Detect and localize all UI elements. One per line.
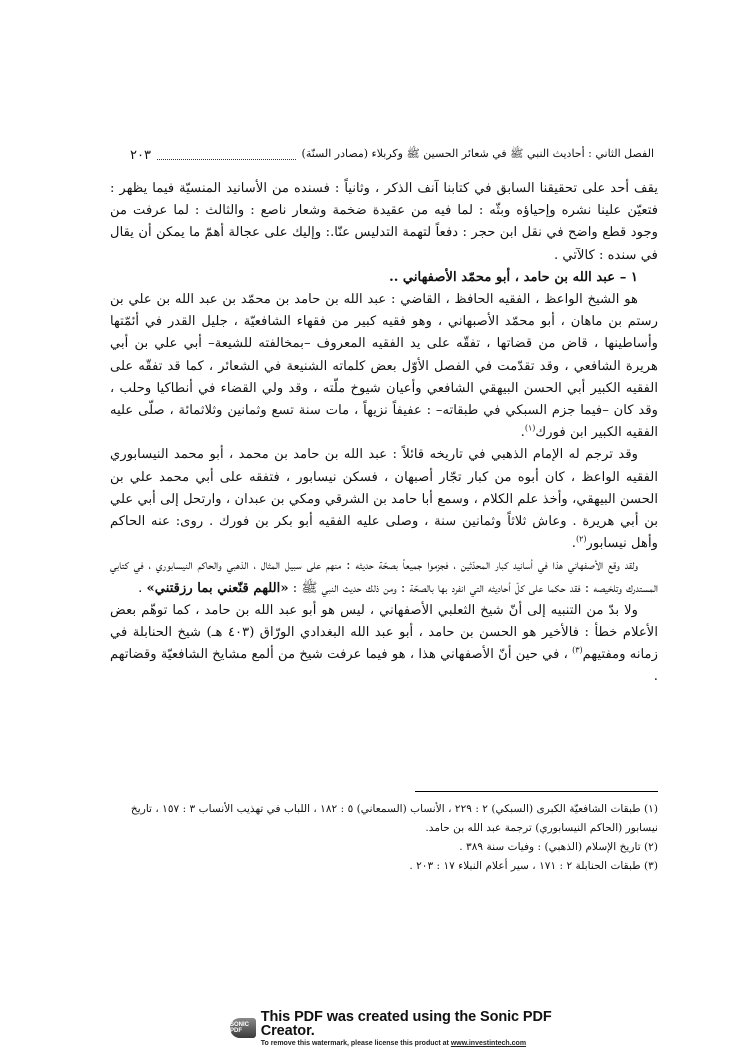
watermark-line-2-text: To remove this watermark, please license this product at <box>260 1039 451 1047</box>
footnote-3: (٣) طبقات الحنابلة ٢ : ١٧١ ، سير أعلام النبلاء ١٧ : ٢٠٣ . <box>409 860 658 872</box>
footnote-ref-2[interactable]: (٢) <box>576 534 587 544</box>
chapter-title: الفصل الثاني : أحاديث النبي ﷺ في شعائر الحسين ﷺ وكربلاء (مصادر السنّة) <box>301 147 654 160</box>
pdf-watermark <box>230 1008 560 1047</box>
footnote-ref-1[interactable]: (١) <box>524 423 536 433</box>
footnotes <box>110 800 658 876</box>
paragraph-text: هو الشيخ الواعظ ، الفقيه الحافظ ، القاضي : عبد الله بن حامد بن محمّد بن عبد الله بن علي بن رستم بن ماهان ، أبو محمّد الأصبهاني ، وهو فقيه كبير من فقهاء الشافعيّة ، جليل القدر في أئمّتها وأساطينها ، قاض من قضاتها ، تفقّه على يد الفقيه المعروف –بمخالفته للشيعة– أبي علي بن أبي هريرة الشافعي ، وقد تقدّمت في الفصل الأوّل بعض كلماته الشنيعة في الشعائر ، كما قد تفقّه على الفقيه الكبير أبي الحسن البيهقي الشافعي وأعيان شيوخ ملّته ، وقد ولي القضاء في أنطاكيا وحلب ، وقد كان –فيما جزم السبكي في طبقاته– : عفيفاً نزيهاً ، مات سنة تسع وثمانين وثلاثمائة ، صلّى عليه الفقيه الكبير ابن فورك <box>110 292 658 441</box>
section-heading: ١ – عبد الله بن حامد ، أبو محمّد الأصفهاني .. <box>389 269 638 285</box>
paragraph-dhahabi <box>110 444 658 555</box>
paragraph-text-rest: ، في حين أنّ الأصفهاني هذا ، هو فيما عرفت شيخ من ألمع مشايخ الشافعيّة وقضاتهم . <box>110 647 658 685</box>
footnote-separator <box>415 791 658 792</box>
hadith-quote: «اللهم قنّعني بما رزقتني» <box>146 580 289 596</box>
watermark-line-1: This PDF was created using the Sonic PDF Creator. <box>260 1008 552 1039</box>
paragraph-end: . <box>138 580 147 596</box>
header-leader-dots <box>157 151 296 160</box>
paragraph-biography <box>110 289 658 444</box>
paragraph-end: . <box>520 425 525 441</box>
paragraph-text: ولا بدّ من التنبيه إلى أنّ شيخ الثعلبي الأصفهاني ، ليس هو أبو عبد الله بن حامد ، كما توهّم بعض الأعلام خطأ : فالأخير هو الحسن بن حامد ، أبو عبد الله البغدادي الورّاق (٤٠٣ هـ) شيخ الحنابلة في زمانه ومفتيهم <box>110 602 658 663</box>
watermark-text <box>261 1010 560 1047</box>
running-header <box>130 146 654 164</box>
footnote-ref-3[interactable]: (٣) <box>572 645 583 655</box>
body-text <box>110 178 658 689</box>
watermark-line-2 <box>261 1040 560 1047</box>
paragraph-isnad <box>110 555 658 599</box>
paragraph-text: وقد ترجم له الإمام الذهبي في تاريخه قائلاً : عبد الله بن حامد بن محمد ، أبو محمد النيسابوري الفقيه الواعظ ، كان أبوه من كبار تجّار أصبهان ، فسكن نيسابور ، فتفقه على أبي محمد علي بن الحسن البيهقي، وأخذ علم الكلام ، وسمع أبا حامد بن الشرقي ومكي بن عبدان ، وارتحل إلى أبي علي بن أبي هريرة . وعاش ثلاثاً وثمانين سنة ، وصلى عليه الفقيه أبو بكر بن فورك . روى: عنه الحاكم وأهل نيسابور <box>110 447 658 552</box>
paragraph-text: ولقد وقع الأصفهاني هذا في أسانيد كبار المحدّثين ، فجزموا جميعاً بصحّة حديثه : منهم على سبيل المثال ، الذهبي والحاكم النيسابوري ، في كتابي المستدرك وتلخيصه : فقد حكما على كلّ أحاديثه التي انفرد بها بالصحّة : ومن ذلك حديث النبي ﷺ : <box>110 558 658 596</box>
paragraph-note <box>110 600 658 689</box>
paragraph-continued: يقف أحد على تحقيقنا السابق في كتابنا آنف الذكر ، وثانياً : فسنده من الأسانيد المنسيّة فيما يظهر : فتعيّن علينا نشره وإحياؤه وبثّه : لما فيه من عقيدة ضخمة وشعار ناصع : والثالث : لما عرفت من وجود قطع واضح في نقل ابن حجر : دفعاً لتهمة التدليس عنّا.: وإليك على عجالة أهمّ ما يمكن أن يقال في سنده : كالآتي . <box>110 181 658 263</box>
paragraph-end: . <box>571 536 576 552</box>
sonic-pdf-logo-icon: SONIC PDF <box>230 1018 256 1038</box>
watermark-link[interactable]: www.investintech.com <box>450 1039 527 1047</box>
page-number: ٢٠٣ <box>130 147 151 163</box>
footnote-1: (١) طبقات الشافعيّة الكبرى (السبكي) ٢ : ٢٢٩ ، الأنساب (السمعاني) ٥ : ١٨٢ ، اللباب في تهذيب الأنساب ٣ : ١٥٧ ، تاريخ نيسابور (الحاكم النيسابوري) ترجمة عبد الله بن حامد. <box>130 803 658 834</box>
footnote-2: (٢) تاريخ الإسلام (الذهبي) : وفيات سنة ٣٨٩ . <box>459 841 658 853</box>
